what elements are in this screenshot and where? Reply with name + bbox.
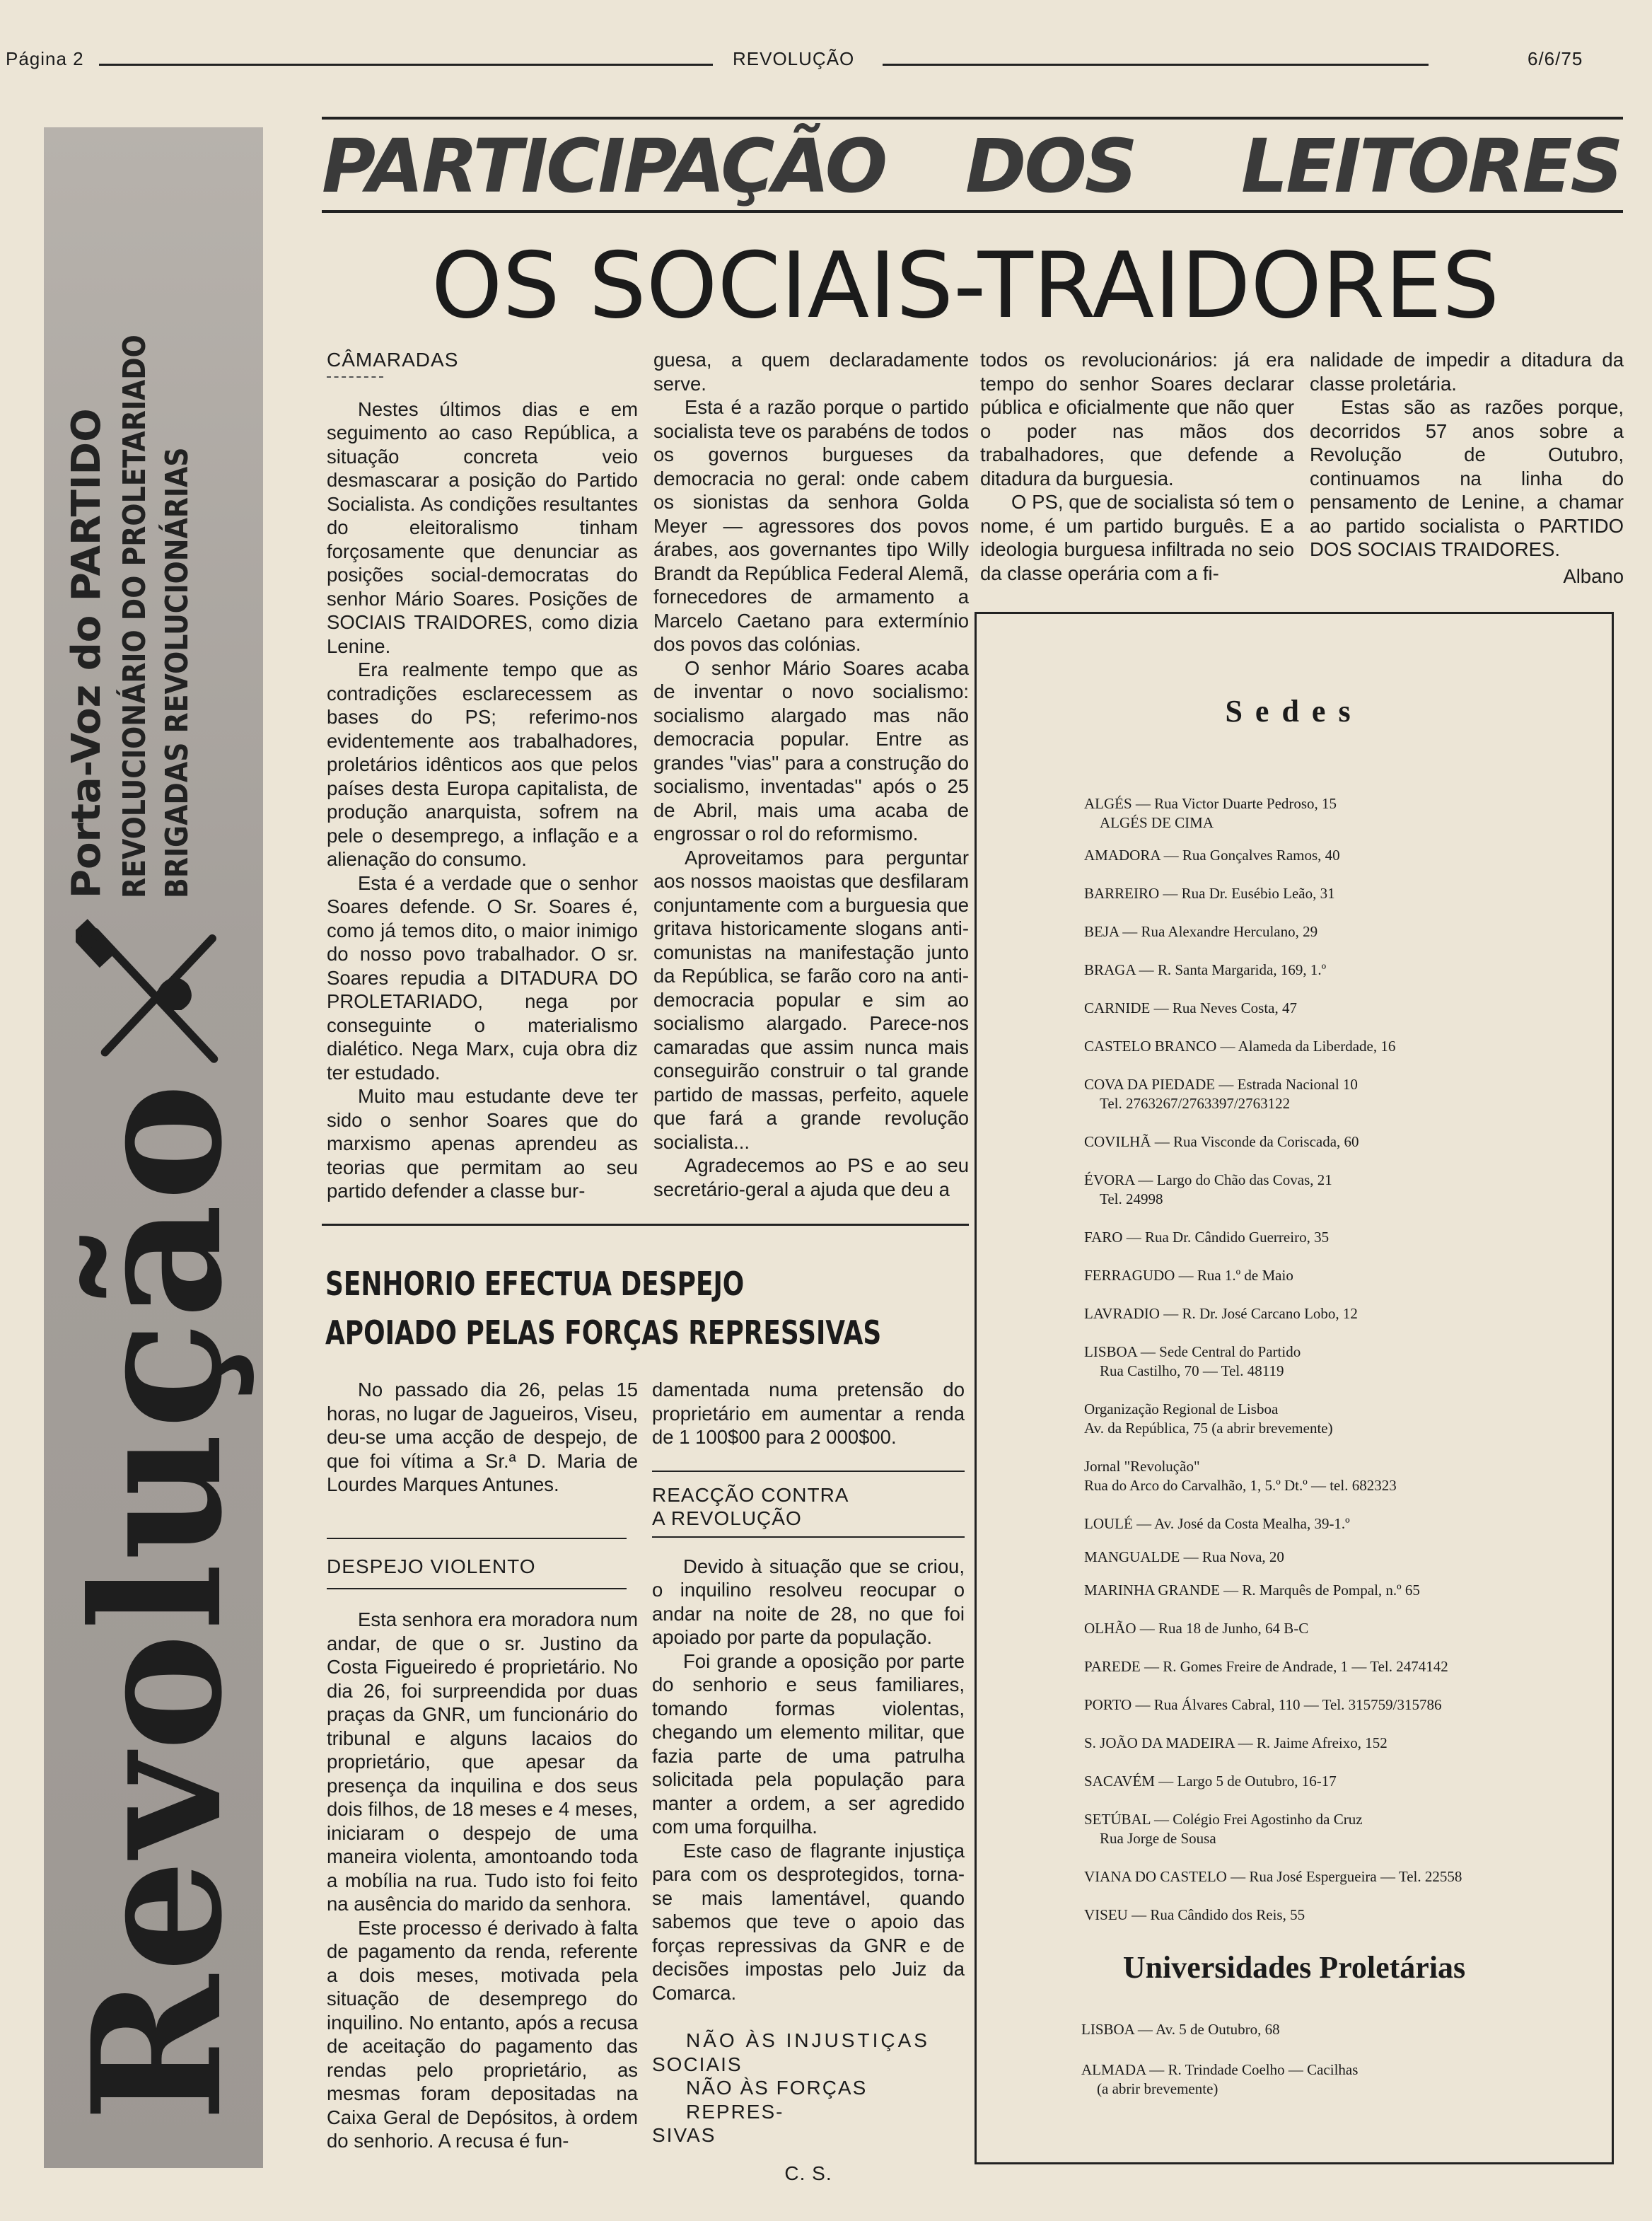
page-number: Página 2 [6, 48, 84, 69]
subhead-rule [652, 1471, 965, 1472]
newspaper-name: REVOLUÇÃO [733, 48, 855, 69]
article1-column-2 [653, 348, 969, 1201]
sede-item: CASTELO BRANCO — Alameda da Liberdade, 16 [1084, 1038, 1396, 1055]
article2-column-1 [327, 1378, 638, 2153]
subhead-reaccao-1: REACÇÃO CONTRA [652, 1483, 849, 1506]
sede-item: BARREIRO — Rua Dr. Eusébio Leão, 31 [1084, 885, 1335, 902]
sede-item: SETÚBAL — Colégio Frei Agostinho da Cruz Rua Jorge de Sousa [1084, 1811, 1363, 1847]
sede-item: SACAVÉM — Largo 5 de Outubro, 16-17 [1084, 1773, 1337, 1790]
author-signature: Albano [1563, 564, 1624, 587]
sede-item: AMADORA — Rua Gonçalves Ramos, 40 [1084, 847, 1340, 864]
section-word-3: LEITORES [1241, 123, 1622, 209]
article2-headline-line-2: APOIADO PELAS FORÇAS REPRESSIVAS [325, 1314, 882, 1352]
paragraph: Agradecemos ao PS e ao seu secretário-geral a ajuda que deu a [653, 1154, 969, 1200]
sedes-title: Sedes [1225, 694, 1363, 729]
sede-item: COVA DA PIEDADE — Estrada Nacional 10 Tel. 2763267/2763397/2763122 [1084, 1076, 1358, 1112]
masthead-brigades: BRIGADAS REVOLUCIONÁRIAS [159, 447, 195, 898]
paragraph: Este caso de flagrante injustiça para com os desprotegidos, torna-se mais lamentável, quando sabemos que teve o apoio das forças repressivas da GNR e de decisões impostas pelo Juiz da Comarca. [652, 1839, 965, 2004]
sede-item: ÉVORA — Largo do Chão das Covas, 21 Tel. 24998 [1084, 1171, 1332, 1207]
section-rule-top [322, 117, 1623, 120]
sede-item: PAREDE — R. Gomes Freire de Andrade, 1 — Tel. 2474142 [1084, 1658, 1448, 1675]
sede-item: CARNIDE — Rua Neves Costa, 47 [1084, 999, 1297, 1016]
sede-item: MARINHA GRANDE — R. Marquês de Pompal, n.º 65 [1084, 1582, 1420, 1599]
running-header [0, 42, 1652, 78]
rifle-hammer-emblem-icon [76, 912, 238, 1075]
paragraph: Aproveitamos para perguntar aos nossos maoistas que desfilaram conjuntamente com a burguesia que gritava historicamente slogans anti-comunistas na manifestação junto da República, se farão coro na anti-democracia popular e sim ao socialismo alargado. Parece-nos camaradas que assim nunca mais conseguirão construir o tal grande partido de massas, perfeito, aquele que fará a grande revolução socialista... [653, 846, 969, 1153]
sede-item: FARO — Rua Dr. Cândido Guerreiro, 35 [1084, 1229, 1330, 1246]
article1-column-3 [980, 348, 1294, 585]
sede-item: OLHÃO — Rua 18 de Junho, 64 B-C [1084, 1620, 1309, 1637]
slogan-line: NÃO ÀS INJUSTIÇAS [686, 2029, 930, 2051]
article1-column-4 [1310, 348, 1624, 588]
masthead-banner [44, 127, 263, 2168]
paragraph: Muito mau estudante deve ter sido o senhor Soares que do marxismo apenas aprendeu as teorias que permitam ao seu partido defender a classe bur- [327, 1085, 638, 1202]
paragraph: Foi grande a oposição por parte do senhorio e seus familiares, tomando formas violentas, chegando um elemento militar, que fazia parte de uma patrulha solicitada pela população para manter a ordem, a ser agredido com uma forquilha. [652, 1649, 965, 1838]
sede-item: PORTO — Rua Álvares Cabral, 110 — Tel. 315759/315786 [1084, 1696, 1442, 1713]
paragraph: O PS, que de socialista só tem o nome, é um partido burguês. E a ideologia burguesa infiltrada no seio da classe operária com a fi- [980, 491, 1294, 584]
universidade-item: LISBOA — Av. 5 de Outubro, 68 [1081, 2021, 1280, 2038]
masthead-title: Revolução [53, 1080, 261, 2122]
sede-item: LOULÉ — Av. José da Costa Mealha, 39-1.º [1084, 1515, 1350, 1532]
section-word-1: PARTICIPAÇÃO [322, 123, 886, 209]
sedes-box [975, 612, 1614, 2164]
paragraph: Esta é a verdade que o senhor Soares defende. O Sr. Soares é, como já temos dito, o maior inimigo do nosso povo trabalhador. O sr. Soares repudia a DITADURA DO PROLETARIADO, nega por conseguinte o materialismo dialético. Nega Marx, cuja obra diz ter estudado. [327, 871, 638, 1084]
paragraph: Estas são as razões porque, decorridos 57 anos sobre a Revolução de Outubro, continuamos na linha do pensamento de Lenine, a chamar ao partido socialista o PARTIDO DOS SOCIAIS TRAIDORES. [1310, 396, 1624, 560]
sede-item: MANGUALDE — Rua Nova, 20 [1084, 1548, 1284, 1565]
paragraph: Esta é a razão porque o partido socialista teve os parabéns de todos os governos burgueses da democracia no geral: onde cabem os sionistas da senhora Golda Meyer — agressores dos povos árabes, aos governantes tipo Willy Brandt da República Federal Alemã, fornecedores de armamento a Marcelo Caetano para extermínio dos povos das colónias. [653, 396, 969, 655]
paragraph: damentada numa pretensão do proprietário em aumentar a renda de 1 100$00 para 2 000$00. [652, 1379, 965, 1448]
paragraph: Este processo é derivado à falta de pagamento da renda, referente a dois meses, motivada pela situação de desemprego do inquilino. No entanto, após a recusa de aceitação do pagamento das rendas pelo proprietário, as mesmas foram depositadas na Caixa Geral de Depósitos, à ordem do senhorio. A recusa é fun- [327, 1916, 638, 2152]
sede-item: LISBOA — Sede Central do Partido Rua Castilho, 70 — Tel. 48119 [1084, 1343, 1301, 1379]
section-word-2: DOS [965, 123, 1136, 209]
section-rule-bottom [322, 210, 1623, 213]
article2-headline-line-1: SENHORIO EFECTUA DESPEJO [325, 1265, 745, 1303]
paragraph: Devido à situação que se criou, o inquilino resolveu reocupar o andar na noite de 28, no que foi apoiado por parte da população. [652, 1555, 965, 1648]
author-signature: C. S. [784, 2162, 832, 2184]
paragraph: todos os revolucionários: já era tempo do senhor Soares declarar pública e oficialmente que não quer o poder nas mãos dos trabalhadores, que defende a ditadura da burguesia. [980, 349, 1294, 489]
salutation: CÂMARADAS [327, 349, 459, 371]
sede-item: COVILHÃ — Rua Visconde da Coriscada, 60 [1084, 1133, 1359, 1150]
article1-column-1 [327, 348, 638, 1203]
subhead-reaccao-2: A REVOLUÇÃO [652, 1507, 965, 1538]
header-rule-left [99, 64, 713, 66]
lead-paragraph: No passado dia 26, pelas 15 horas, no lugar de Jagueiros, Viseu, deu-se uma acção de despejo, de que foi vítima a Sr.ª D. Maria de Lourdes Marques Antunes. [327, 1379, 638, 1495]
masthead-party-name: REVOLUCIONÁRIO DO PROLETARIADO [117, 335, 153, 898]
universidades-list [1081, 2020, 1590, 2099]
universidade-item: ALMADA — R. Trindade Coelho — Cacilhas (a abrir brevemente) [1081, 2061, 1359, 2097]
paragraph: guesa, a quem declaradamente serve. [653, 349, 969, 395]
sede-item: Organização Regional de Lisboa Av. da República, 75 (a abrir brevemente) [1084, 1401, 1333, 1437]
section-title [322, 123, 1622, 209]
sede-item: BEJA — Rua Alexandre Herculano, 29 [1084, 923, 1318, 940]
sede-item: BRAGA — R. Santa Margarida, 169, 1.º [1084, 961, 1327, 978]
article2-column-2 [652, 1378, 965, 2185]
header-rule-right [883, 64, 1429, 66]
masthead-tagline: Porta-Voz do PARTIDO [64, 408, 110, 898]
sede-item: VISEU — Rua Cândido dos Reis, 55 [1084, 1906, 1305, 1923]
issue-date: 6/6/75 [1528, 48, 1583, 69]
paragraph: Nestes últimos dias e em seguimento ao caso República, a situação concreta veio desmascarar a posição do Partido Socialista. As condições resultantes do eleitoralismo tinham forçosamente que denunciar as posições social-democratas do senhor Mário Soares. Posições de SOCIAIS TRAIDORES, como dizia Lenine. [327, 398, 638, 657]
slogan-line: SIVAS [652, 2124, 716, 2146]
sede-item: FERRAGUDO — Rua 1.º de Maio [1084, 1267, 1293, 1284]
sede-item: ALGÉS — Rua Victor Duarte Pedroso, 15 ALGÉS DE CIMA [1084, 795, 1337, 831]
paragraph: Esta senhora era moradora num andar, de que o sr. Justino da Costa Figueiredo é proprietário. No dia 26, foi surpreendida por duas praças da GNR, um funcionário do tribunal e alguns lacaios do proprietário, que apesar da presença da inquilina e dos seus dois filhos, de 18 meses e 4 meses, iniciaram o despejo de uma maneira violenta, amontoando toda a mobília na rua. Tudo isto foi feito na ausência do marido da senhora. [327, 1608, 638, 1915]
paragraph: nalidade de impedir a ditadura da classe proletária. [1310, 349, 1624, 395]
headline: OS SOCIAIS-TRAIDORES [431, 233, 1500, 339]
sedes-list [1084, 794, 1593, 1925]
sede-item: VIANA DO CASTELO — Rua José Espergueira — Tel. 22558 [1084, 1868, 1462, 1885]
paragraph: O senhor Mário Soares acaba de inventar o novo socialismo: socialismo alargado mas não democracia popular. Entre as grandes ''vias'' para a construção do socialismo, inventadas'' após o 25 de Abril, mais uma acaba de engrossar o rol do reformismo. [653, 656, 969, 845]
subhead-despejo: DESPEJO VIOLENTO [327, 1555, 627, 1590]
sede-item: S. JOÃO DA MADEIRA — R. Jaime Afreixo, 152 [1084, 1734, 1388, 1751]
sede-item: LAVRADIO — R. Dr. José Carcano Lobo, 12 [1084, 1305, 1358, 1322]
subhead-rule [327, 1538, 627, 1539]
paragraph: Era realmente tempo que as contradições esclarecessem as bases do PS; referimo-nos evidentemente aos trabalhadores, proletários idênticos aos que pelos países desta Europa capitalista, de produção anarquista, sofrem na pele o desemprego, a inflação e a alienação do consumo. [327, 659, 638, 870]
universidades-title: Universidades Proletárias [1122, 1950, 1466, 1985]
sede-item: Jornal "Revolução" Rua do Arco do Carvalhão, 1, 5.º Dt.º — tel. 682323 [1084, 1458, 1397, 1494]
slogan-line: SOCIAIS [652, 2053, 743, 2075]
slogan-line: NÃO ÀS FORÇAS REPRES- [686, 2077, 868, 2123]
article-divider [322, 1224, 969, 1226]
salutation-underline [327, 376, 383, 378]
